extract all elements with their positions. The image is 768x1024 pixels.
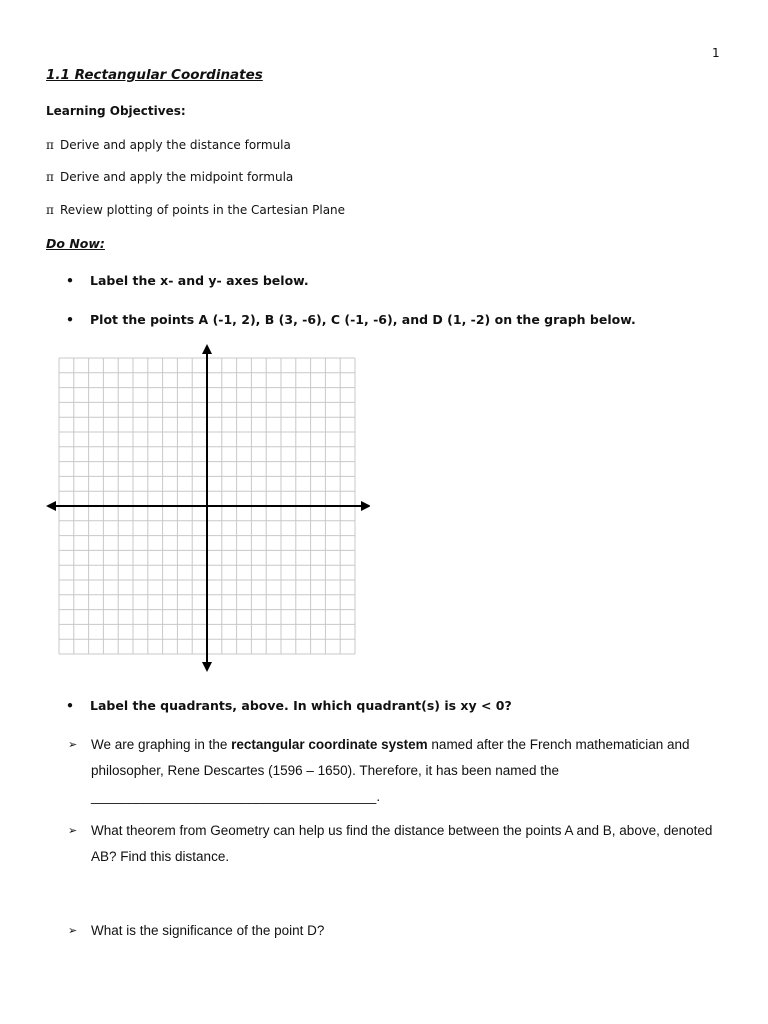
pi-bullet-icon: π <box>46 203 54 217</box>
objective-text: Derive and apply the distance formula <box>60 138 291 152</box>
pi-bullet-icon: π <box>46 170 54 184</box>
objective-item <box>46 138 291 152</box>
y-axis-up-arrow-icon <box>202 344 212 354</box>
bullet-icon: • <box>66 312 74 327</box>
pi-bullet-icon: π <box>46 138 54 152</box>
question-text-part: named after the French mathematician and philosopher, Rene Descartes (1596 – 1650). Therefore, it has been named the <box>91 737 690 778</box>
page-number: 1 <box>712 46 720 60</box>
coordinate-grid <box>44 342 370 680</box>
task-text: Plot the points A (-1, 2), B (3, -6), C (-1, -6), and D (1, -2) on the graph below. <box>90 312 636 327</box>
objective-text: Review plotting of points in the Cartesian Plane <box>60 203 346 217</box>
question-text: What is the significance of the point D? <box>91 923 325 938</box>
arrow-bullet-icon: ➢ <box>68 739 78 751</box>
x-axis-right-arrow-icon <box>361 501 370 511</box>
rectangular-coordinate-system-term: rectangular coordinate system <box>231 737 428 752</box>
task-item <box>66 698 512 713</box>
y-axis-down-arrow-icon <box>202 662 212 672</box>
task-text: Label the x- and y- axes below. <box>90 273 309 288</box>
bullet-icon: • <box>66 698 74 713</box>
objective-item <box>46 170 293 184</box>
quadrant-task-text: Label the quadrants, above. In which quadrant(s) is xy < 0? <box>90 698 512 713</box>
question-text-part: We are graphing in the <box>91 737 232 752</box>
question-item <box>68 732 728 810</box>
question-text-part: . <box>376 789 381 804</box>
question-text: What theorem from Geometry can help us find the distance between the points A and B, above, denoted AB? Find this distance. <box>91 823 713 864</box>
learning-objectives-label: Learning Objectives: <box>46 104 186 118</box>
page-title: 1.1 Rectangular Coordinates <box>46 67 263 83</box>
bullet-icon: • <box>66 273 74 288</box>
question-item <box>68 918 728 944</box>
objective-text: Derive and apply the midpoint formula <box>60 170 294 184</box>
question-text <box>91 732 728 810</box>
task-item <box>66 312 636 327</box>
x-axis-left-arrow-icon <box>46 501 56 511</box>
answer-blank[interactable]: ______________________________________ <box>91 789 377 804</box>
task-item <box>66 273 309 288</box>
arrow-bullet-icon: ➢ <box>68 925 78 937</box>
arrow-bullet-icon: ➢ <box>68 825 78 837</box>
do-now-label: Do Now: <box>46 236 105 251</box>
coordinate-plane-graph <box>44 342 370 680</box>
objective-item <box>46 203 345 217</box>
question-item <box>68 818 728 870</box>
